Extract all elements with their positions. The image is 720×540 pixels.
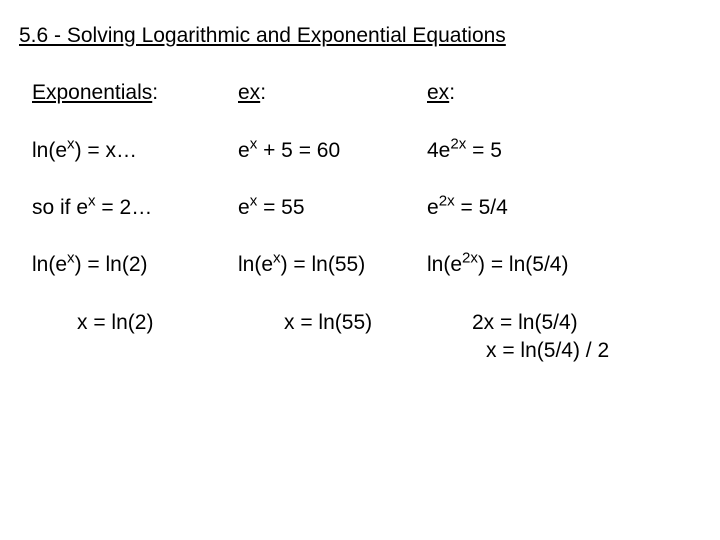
col3-header (427, 82, 455, 103)
col2-row3-equation (238, 249, 366, 276)
col3-row2-part-a: e (427, 196, 439, 219)
col1-header-colon: : (152, 81, 159, 104)
col2-row4-equation: x = ln(55) (284, 311, 373, 334)
slide-title: 5.6 - Solving Logarithmic and Exponential Equations (19, 24, 506, 47)
col1-row2-part-a: so if e (32, 196, 89, 219)
col1-header (32, 82, 158, 103)
col3-row2-equation (427, 192, 508, 219)
col2-header-colon: : (260, 81, 267, 104)
col1-row3-equation (32, 249, 148, 276)
col2-row1-part-b: + 5 = 60 (257, 139, 341, 162)
col3-row1-part-b: = 5 (466, 139, 502, 162)
col3-row3-part-a: ln(e (427, 253, 463, 276)
col3-row2-part-b: = 5/4 (454, 196, 508, 219)
col2-row1-exponent: x (249, 135, 258, 153)
col3-row1-exponent: 2x (450, 135, 467, 153)
col3-row3-equation (427, 249, 569, 276)
col1-row3-part-b: ) = ln(2) (74, 253, 148, 276)
col1-row1-part-b: ) = x… (74, 139, 138, 162)
col2-row2-equation (238, 192, 305, 219)
col3-header-label: ex (427, 81, 450, 104)
col1-row2-equation (32, 192, 153, 219)
col1-row1-equation (32, 135, 138, 162)
col2-row2-exponent: x (249, 192, 258, 210)
col3-row5-equation: x = ln(5/4) / 2 (486, 339, 610, 362)
col2-row3-part-a: ln(e (238, 253, 274, 276)
col2-row2-part-b: = 55 (257, 196, 305, 219)
col2-header-label: ex (238, 81, 261, 104)
col3-row1-part-a: 4e (427, 139, 451, 162)
col2-row3-exponent: x (273, 249, 281, 267)
col2-row2-part-a: e (238, 196, 250, 219)
col1-row2-part-b: = 2… (95, 196, 153, 219)
col1-header-label: Exponentials (32, 81, 153, 104)
col1-row4-equation: x = ln(2) (77, 311, 154, 334)
col2-row1-part-a: e (238, 139, 250, 162)
col1-row2-exponent: x (88, 192, 96, 210)
col3-row1-equation (427, 135, 502, 162)
col3-row3-exponent: 2x (462, 249, 478, 267)
col2-header (238, 82, 266, 103)
col2-row1-equation (238, 135, 341, 162)
col3-row2-exponent: 2x (438, 192, 455, 210)
col2-row3-part-b: ) = ln(55) (280, 253, 366, 276)
col3-row3-part-b: ) = ln(5/4) (478, 253, 569, 276)
col3-row4-equation: 2x = ln(5/4) (472, 311, 578, 334)
col1-row3-exponent: x (67, 249, 75, 267)
col1-row3-part-a: ln(e (32, 253, 68, 276)
col1-row1-exponent: x (67, 135, 75, 153)
col3-header-colon: : (449, 81, 456, 104)
col1-row1-part-a: ln(e (32, 139, 68, 162)
